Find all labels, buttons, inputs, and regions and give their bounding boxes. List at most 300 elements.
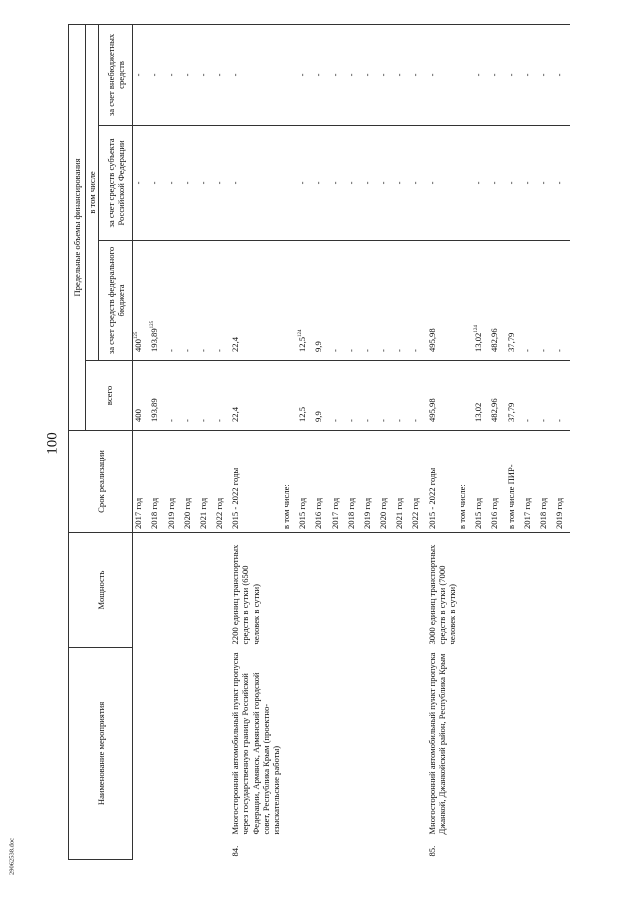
row-total-text: -: [165, 419, 176, 422]
row-federal: [473, 240, 489, 360]
row-extrabudget-text: -: [329, 73, 340, 77]
row-extrabudget: [394, 24, 410, 125]
row-total: [346, 360, 362, 430]
row-federal-text: -: [345, 349, 356, 352]
row-power: [313, 532, 329, 647]
row-period: [281, 430, 297, 532]
row-regional: [554, 125, 570, 240]
row-total-text: 22,4: [230, 406, 241, 422]
row-federal-text: -: [165, 349, 176, 352]
row-number: [506, 838, 522, 860]
row-total-text: 9,9: [313, 411, 324, 422]
table-row: [166, 24, 182, 859]
header-extrabudget: за счет внебюджетных средств: [99, 24, 133, 125]
row-extrabudget-text: -: [197, 73, 208, 77]
row-regional-text: -: [165, 181, 176, 185]
row-name: [427, 647, 457, 837]
row-regional-text: -: [230, 181, 241, 185]
row-total: [554, 360, 570, 430]
row-power: [182, 532, 198, 647]
footnote-marker: 124: [298, 329, 304, 337]
row-name: [198, 647, 214, 837]
table-row: [457, 24, 473, 859]
row-name: [133, 647, 150, 837]
row-period: [410, 430, 426, 532]
row-period-text: 2021 год: [197, 497, 208, 529]
row-total: [522, 360, 538, 430]
row-regional: [506, 125, 522, 240]
row-period: [473, 430, 489, 532]
row-total: [457, 360, 473, 430]
row-federal: [554, 240, 570, 360]
row-period-text: 2017 год: [329, 497, 340, 529]
row-extrabudget: [166, 24, 182, 125]
footnote-marker: 125: [150, 320, 156, 329]
row-number: [149, 838, 165, 860]
row-period-text: в том числе ПИР-: [505, 464, 516, 529]
row-extrabudget: [362, 24, 378, 125]
row-name: [457, 647, 473, 837]
row-federal-text: -: [329, 349, 340, 352]
row-federal-text: 22,4: [230, 336, 241, 352]
row-extrabudget-text: -: [230, 73, 241, 77]
row-number: [198, 838, 214, 860]
row-total-text: -: [394, 419, 405, 422]
row-number: [522, 838, 538, 860]
row-power: [457, 532, 473, 647]
row-extrabudget: [198, 24, 214, 125]
row-extrabudget: [330, 24, 346, 125]
footnote-marker: 124: [474, 325, 480, 333]
table-header: [69, 24, 133, 859]
row-regional-text: -: [197, 181, 208, 185]
row-regional: [198, 125, 214, 240]
row-regional: [410, 125, 426, 240]
row-number-text: 85.: [426, 845, 437, 857]
row-regional-text: -: [554, 181, 565, 185]
row-federal: [198, 240, 214, 360]
row-period: [133, 430, 150, 532]
row-regional: [489, 125, 505, 240]
row-total-text: 495,98: [426, 398, 437, 422]
row-power: [538, 532, 554, 647]
row-federal: [538, 240, 554, 360]
row-federal: [346, 240, 362, 360]
row-federal-text: 37,79: [505, 332, 516, 352]
row-total: [427, 360, 457, 430]
row-number: [330, 838, 346, 860]
row-federal: [378, 240, 394, 360]
row-power: [506, 532, 522, 647]
row-total-text: -: [410, 419, 421, 422]
row-federal: [313, 240, 329, 360]
table-row: [297, 24, 313, 859]
row-power: [473, 532, 489, 647]
row-federal: [166, 240, 182, 360]
row-total-text: 13,02: [473, 402, 484, 422]
row-number: [214, 838, 230, 860]
row-name: [230, 647, 281, 837]
row-name: [506, 647, 522, 837]
row-power: [554, 532, 570, 647]
row-name: [473, 647, 489, 837]
row-total: [410, 360, 426, 430]
header-name: Наименование мероприятия: [69, 647, 133, 859]
row-period-text: 2015 год: [297, 497, 308, 529]
row-period-text: 2019 год: [165, 497, 176, 529]
row-federal-text: -: [538, 349, 549, 352]
row-regional-text: -: [297, 181, 308, 185]
row-regional: [538, 125, 554, 240]
row-period-text: 2017 год: [133, 497, 144, 529]
row-federal: [214, 240, 230, 360]
table-row: [230, 24, 281, 859]
row-regional: [457, 125, 473, 240]
row-number: [394, 838, 410, 860]
row-period-text: 2020 год: [378, 497, 389, 529]
row-name: [297, 647, 313, 837]
row-federal: [362, 240, 378, 360]
row-total: [506, 360, 522, 430]
table-row: [473, 24, 489, 859]
row-total: [538, 360, 554, 430]
row-total-text: -: [345, 419, 356, 422]
row-extrabudget-text: -: [554, 73, 565, 77]
row-name: [362, 647, 378, 837]
row-regional-text: -: [133, 181, 144, 185]
row-federal: [506, 240, 522, 360]
table-row: [214, 24, 230, 859]
row-period-text: 2016 год: [313, 497, 324, 529]
row-total-text: -: [378, 419, 389, 422]
table-row: [489, 24, 505, 859]
row-power: [489, 532, 505, 647]
row-period-text: в том числе:: [457, 484, 468, 529]
row-power: [427, 532, 457, 647]
row-regional: [166, 125, 182, 240]
row-extrabudget-text: -: [505, 73, 516, 77]
row-federal: [522, 240, 538, 360]
row-total-text: 193,89: [149, 398, 160, 422]
row-power: [362, 532, 378, 647]
row-federal-text: -: [197, 349, 208, 352]
row-extrabudget: [346, 24, 362, 125]
row-regional: [427, 125, 457, 240]
row-extrabudget-text: -: [361, 73, 372, 77]
row-extrabudget-text: -: [313, 73, 324, 77]
row-regional-text: -: [505, 181, 516, 185]
row-period: [166, 430, 182, 532]
row-regional-text: -: [473, 181, 484, 185]
row-federal-text: -: [394, 349, 405, 352]
row-regional: [281, 125, 297, 240]
row-extrabudget: [182, 24, 198, 125]
row-power-text: 2200 единиц транспортных средств в сутки (6500 человек в сутки): [230, 544, 261, 645]
row-total: [362, 360, 378, 430]
row-extrabudget-text: -: [426, 73, 437, 77]
table-row: [427, 24, 457, 859]
row-name: [182, 647, 198, 837]
row-total: [166, 360, 182, 430]
table-row: [281, 24, 297, 859]
row-total: [149, 360, 165, 430]
table-row: [149, 24, 165, 859]
row-regional: [297, 125, 313, 240]
row-number: [133, 838, 150, 860]
table-row: [182, 24, 198, 859]
row-power: [133, 532, 150, 647]
row-total-text: 37,79: [505, 402, 516, 422]
header-regional: за счет средств субъекта Российской Федерации: [99, 125, 133, 240]
row-regional-text: -: [361, 181, 372, 185]
row-total: [394, 360, 410, 430]
row-period-text: 2017 год: [521, 497, 532, 529]
row-federal-text: -: [361, 349, 372, 352]
row-extrabudget: [489, 24, 505, 125]
row-extrabudget-text: -: [149, 73, 160, 77]
row-name: [149, 647, 165, 837]
table-row: [133, 24, 150, 859]
row-federal-text: 495,98: [426, 328, 437, 352]
row-number: [182, 838, 198, 860]
row-number: [538, 838, 554, 860]
row-total-text: -: [554, 419, 565, 422]
row-federal-text: -: [554, 349, 565, 352]
row-period: [214, 430, 230, 532]
row-total: [473, 360, 489, 430]
row-number-text: 84.: [230, 845, 241, 857]
row-regional: [473, 125, 489, 240]
row-total-text: -: [181, 419, 192, 422]
row-power: [394, 532, 410, 647]
row-federal-text: -: [214, 349, 225, 352]
row-regional: [378, 125, 394, 240]
row-extrabudget: [538, 24, 554, 125]
row-power: [378, 532, 394, 647]
row-period: [457, 430, 473, 532]
row-power: [297, 532, 313, 647]
row-period: [362, 430, 378, 532]
row-regional: [394, 125, 410, 240]
row-period-text: 2021 год: [394, 497, 405, 529]
row-extrabudget-text: -: [394, 73, 405, 77]
row-number: [473, 838, 489, 860]
row-number: [166, 838, 182, 860]
header-funding-group: Предельные объемы финансирования: [69, 24, 86, 430]
row-federal: [457, 240, 473, 360]
table-row: [362, 24, 378, 859]
row-regional-text: -: [345, 181, 356, 185]
row-regional-text: -: [410, 181, 421, 185]
page-number: 100: [44, 432, 61, 455]
row-regional-text: -: [378, 181, 389, 185]
row-extrabudget-text: -: [297, 73, 308, 77]
row-total-text: 400: [133, 409, 144, 422]
row-federal: [410, 240, 426, 360]
header-period: Срок реализации: [69, 430, 133, 532]
row-extrabudget: [214, 24, 230, 125]
row-regional-text: -: [214, 181, 225, 185]
row-federal-text: 482,96: [489, 328, 500, 352]
row-number: [457, 838, 473, 860]
row-period: [297, 430, 313, 532]
row-extrabudget-text: -: [181, 73, 192, 77]
row-power: [330, 532, 346, 647]
row-period: [198, 430, 214, 532]
row-extrabudget: [427, 24, 457, 125]
row-extrabudget-text: -: [345, 73, 356, 77]
row-power: [166, 532, 182, 647]
row-federal: [297, 240, 313, 360]
row-federal-text: 400: [133, 339, 144, 352]
row-name-text: Многосторонний автомобильный пункт пропуска Джанкой, Джанкойский район, Республика Крым: [426, 652, 447, 835]
row-extrabudget: [457, 24, 473, 125]
row-extrabudget: [313, 24, 329, 125]
row-period-text: 2019 год: [361, 497, 372, 529]
row-number: [297, 838, 313, 860]
row-extrabudget-text: -: [378, 73, 389, 77]
row-period: [378, 430, 394, 532]
row-total: [133, 360, 150, 430]
row-extrabudget-text: -: [214, 73, 225, 77]
row-extrabudget-text: -: [473, 73, 484, 77]
row-period: [554, 430, 570, 532]
row-name: [281, 647, 297, 837]
row-period: [489, 430, 505, 532]
row-period: [506, 430, 522, 532]
row-regional-text: -: [329, 181, 340, 185]
row-extrabudget: [133, 24, 150, 125]
row-name: [166, 647, 182, 837]
row-name-text: Многосторонний автомобильный пункт пропуска через государственную границу Российской Федерации, Армянск, Армянский городской совет, Республика Крым (проектно-изыскательские работы): [230, 652, 281, 835]
doc-code: 29062538.doc: [8, 838, 16, 876]
row-regional-text: -: [426, 181, 437, 185]
row-total-text: -: [197, 419, 208, 422]
row-extrabudget-text: -: [133, 73, 144, 77]
row-federal: [182, 240, 198, 360]
row-regional: [313, 125, 329, 240]
row-extrabudget-text: -: [538, 73, 549, 77]
row-number: [489, 838, 505, 860]
row-power: [522, 532, 538, 647]
header-power: Мощность: [69, 532, 133, 647]
row-total-text: -: [538, 419, 549, 422]
row-number: [362, 838, 378, 860]
row-total: [313, 360, 329, 430]
row-extrabudget: [522, 24, 538, 125]
row-period-text: 2022 год: [214, 497, 225, 529]
row-power: [281, 532, 297, 647]
row-number: [313, 838, 329, 860]
row-regional-text: -: [149, 181, 160, 185]
row-period-text: 2016 год: [489, 497, 500, 529]
row-power: [230, 532, 281, 647]
table-row: [410, 24, 426, 859]
row-federal-text: -: [410, 349, 421, 352]
row-number: [378, 838, 394, 860]
row-extrabudget: [281, 24, 297, 125]
row-federal-text: 12,5: [297, 336, 308, 352]
row-extrabudget: [410, 24, 426, 125]
row-period-text: 2018 год: [538, 497, 549, 529]
table-row: [330, 24, 346, 859]
row-period-text: 2015 - 2022 годы: [426, 467, 437, 529]
table-row: [394, 24, 410, 859]
row-regional: [522, 125, 538, 240]
row-period: [149, 430, 165, 532]
funding-table: [68, 24, 570, 860]
row-period: [182, 430, 198, 532]
row-federal: [330, 240, 346, 360]
row-total-text: -: [361, 419, 372, 422]
row-period: [394, 430, 410, 532]
table-body: [133, 24, 571, 859]
row-regional: [133, 125, 150, 240]
row-name: [346, 647, 362, 837]
row-period: [330, 430, 346, 532]
row-name: [394, 647, 410, 837]
row-extrabudget-text: -: [521, 73, 532, 77]
table-row: [378, 24, 394, 859]
row-number: [230, 838, 281, 860]
row-extrabudget: [297, 24, 313, 125]
row-regional: [182, 125, 198, 240]
row-period-text: 2018 год: [345, 497, 356, 529]
row-period-text: 2019 год: [554, 497, 565, 529]
row-federal: [394, 240, 410, 360]
row-power: [214, 532, 230, 647]
row-period-text: 2018 год: [149, 497, 160, 529]
row-regional-text: -: [313, 181, 324, 185]
row-regional: [330, 125, 346, 240]
row-total: [330, 360, 346, 430]
row-period-text: 2022 год: [410, 497, 421, 529]
table-row: [313, 24, 329, 859]
row-period: [522, 430, 538, 532]
row-period-text: 2015 - 2022 годы: [230, 467, 241, 529]
row-extrabudget-text: -: [165, 73, 176, 77]
row-federal: [230, 240, 281, 360]
row-number: [410, 838, 426, 860]
row-federal: [281, 240, 297, 360]
row-regional-text: -: [538, 181, 549, 185]
row-extrabudget-text: -: [489, 73, 500, 77]
row-name: [489, 647, 505, 837]
row-federal: [133, 240, 150, 360]
row-extrabudget: [149, 24, 165, 125]
row-federal-text: -: [181, 349, 192, 352]
row-power-text: 3000 единиц транспортных средств в сутки (7000 человек в сутки): [426, 544, 457, 645]
row-name: [538, 647, 554, 837]
row-number: [281, 838, 297, 860]
funding-table-rotated: [68, 0, 580, 860]
table-row: [346, 24, 362, 859]
row-regional-text: -: [489, 181, 500, 185]
row-federal-text: -: [378, 349, 389, 352]
row-name: [378, 647, 394, 837]
row-number: [346, 838, 362, 860]
row-total: [281, 360, 297, 430]
row-extrabudget-text: -: [410, 73, 421, 77]
row-period: [346, 430, 362, 532]
row-power: [198, 532, 214, 647]
row-federal: [427, 240, 457, 360]
row-extrabudget: [554, 24, 570, 125]
row-name: [522, 647, 538, 837]
row-total-text: -: [521, 419, 532, 422]
row-total-text: -: [329, 419, 340, 422]
row-name: [410, 647, 426, 837]
